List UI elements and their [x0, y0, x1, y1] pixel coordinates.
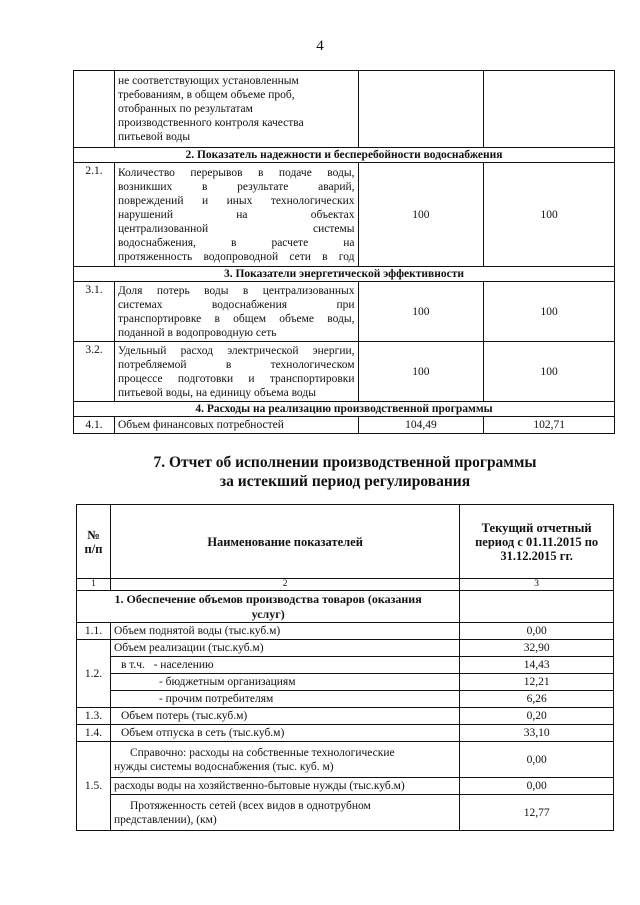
report-table	[76, 504, 614, 831]
section-row	[74, 402, 615, 417]
row-text: Количество перерывов в подаче воды, возникших в результате аварий, повреждений и иных технологических нарушений на объектах централизованной системы водоснабжения, в расчете на протяженность водопроводной сети в год	[114, 163, 358, 267]
table-row: Протяженность сетей (всех видов в однотрубном представлении), (км) 12,77	[77, 795, 614, 831]
column-header-name: Наименование показателей	[110, 505, 459, 579]
table-row	[74, 71, 615, 148]
section-title: 4. Расходы на реализацию производственной программы	[74, 402, 615, 417]
table-row: 4.1. Объем финансовых потребностей 104,49 102,71	[74, 417, 615, 434]
section-row	[74, 267, 615, 282]
table-row: 1.5. Справочно: расходы на собственные технологические нужды системы водоснабжения (тыс. куб. м) 0,00	[77, 742, 614, 778]
table-row: 1.3. Объем потерь (тыс.куб.м) 0,20	[77, 708, 614, 725]
table-row: в т.ч. - населению 14,43	[77, 657, 614, 674]
table-row: 1.4. Объем отпуска в сеть (тыс.куб.м) 33,10	[77, 725, 614, 742]
section-title: 3. Показатели энергетической эффективности	[74, 267, 615, 282]
table-row: 2.1. Количество перерывов в подаче воды, возникших в результате аварий, повреждений и иных технологических нарушений на объектах централизованной системы водоснабжения, в расчете на протяженность водопроводной сети в год 100 100	[74, 163, 615, 267]
row-text: Удельный расход электрической энергии, потребляемой в технологическом процессе подготовки и транспортировки питьевой воды, на единицу объема воды	[114, 342, 358, 402]
table-row: - прочим потребителям 6,26	[77, 691, 614, 708]
column-header-period: Текущий отчетный период с 01.11.2015 по 31.12.2015 гг.	[460, 505, 614, 579]
section-row	[77, 591, 614, 623]
table-row: 3.2. Удельный расход электрической энергии, потребляемой в технологическом процессе подготовки и транспортировки питьевой воды, на единицу объема воды 100 100	[74, 342, 615, 402]
page-number: 4	[316, 38, 324, 54]
table-row: расходы воды на хозяйственно-бытовые нужды (тыс.куб.м) 0,00	[77, 778, 614, 795]
row-text: Доля потерь воды в централизованных системах водоснабжения при транспортировке в общем объеме воды, поданной в водопроводную сеть	[114, 282, 358, 342]
header-row	[77, 505, 614, 579]
indicators-table	[73, 70, 615, 434]
column-header-number: № п/п	[77, 505, 111, 579]
section-title: 1. Обеспечение объемов производства товаров (оказания услуг)	[77, 591, 460, 623]
section-heading: 7. Отчет об исполнении производственной программы за истекший период регулирования	[153, 454, 537, 490]
table-row: 3.1. Доля потерь воды в централизованных системах водоснабжения при транспортировке в общем объеме воды, поданной в водопроводную сеть 100 100	[74, 282, 615, 342]
table-row: 1.1. Объем поднятой воды (тыс.куб.м) 0,00	[77, 623, 614, 640]
index-row: 1 2 3	[77, 579, 614, 591]
section-row	[74, 148, 615, 163]
section-title: 2. Показатель надежности и бесперебойности водоснабжения	[74, 148, 615, 163]
row-text: не соответствующих установленным требованиям, в общем объеме проб, отобранных по результатам производственного контроля качества питьевой воды	[114, 71, 358, 148]
table-row: 1.2. Объем реализации (тыс.куб.м) 32,90	[77, 640, 614, 657]
table-row: - бюджетным организациям 12,21	[77, 674, 614, 691]
